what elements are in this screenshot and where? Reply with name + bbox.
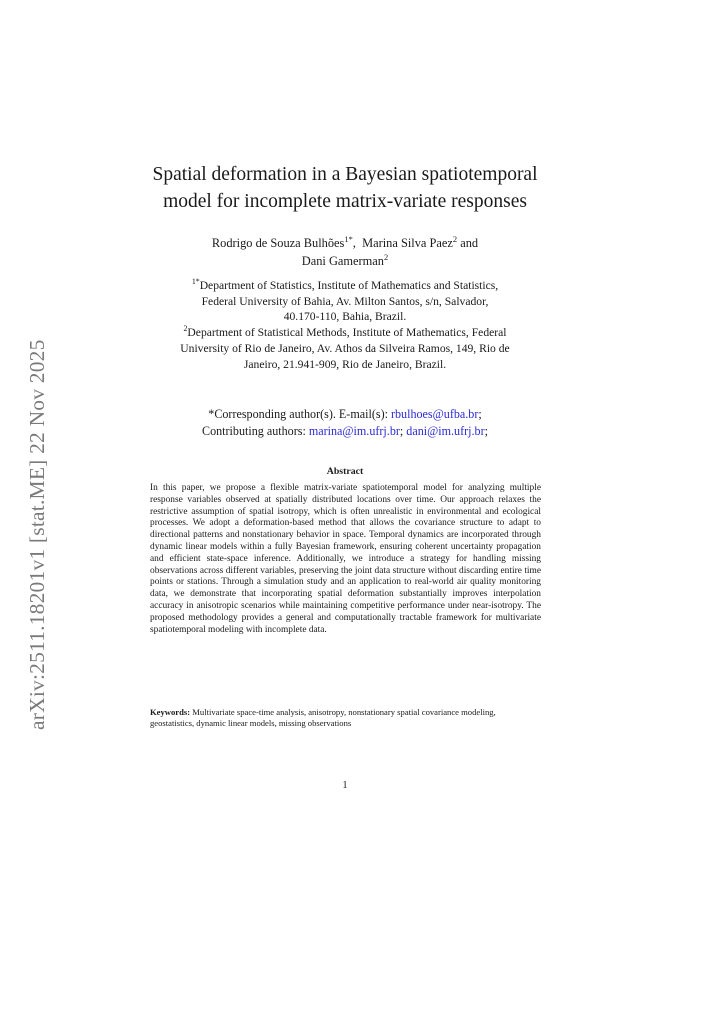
affiliation-line: 40.170-110, Bahia, Brazil. bbox=[283, 310, 407, 324]
author-mark: 1* bbox=[344, 233, 353, 244]
punctuation: ; bbox=[484, 423, 488, 438]
author-line-2 bbox=[0, 252, 690, 270]
contributing-label: Contributing authors: bbox=[202, 423, 309, 438]
affiliation-line: Janeiro, 21.941-909, Rio de Janeiro, Brazil. bbox=[243, 357, 447, 371]
affiliation-line bbox=[0, 325, 690, 341]
punctuation: ; bbox=[399, 423, 407, 438]
email-link[interactable]: dani@im.ufrj.br bbox=[406, 423, 485, 438]
keywords-label: Keywords: bbox=[150, 707, 191, 717]
corresponding-author-line bbox=[0, 406, 690, 423]
keywords-text: Multivariate space-time analysis, anisotropy, nonstationary spatial covariance modeling, geostatistics, dynamic linear models, missing observations bbox=[150, 707, 496, 728]
abstract-text: In this paper, we propose a flexible matrix-variate spatiotemporal model for analyzing multiple response variables observed at spatially distributed locations over time. Our approach relaxes the restrictive assumption of spatial isotropy, which is often unrealistic in environmental and ecological processes. We adopt a deformation-based method that allows the covariance structure to adapt to directional patterns and nonstationary behavior in space. Temporal dynamics are incorporated through dynamic linear models within a fully Bayesian framework, ensuring coherent uncertainty propagation and efficient state-space inference. Additionally, we introduce a strategy for handling missing observations across different variables, preserving the joint data structure without discarding entire time points or stations. Through a simulation study and an application to real-world air quality monitoring data, we demonstrate that incorporating spatial deformation substantially improves interpolation accuracy in anisotropic scenarios while maintaining competitive performance under near-isotropy. The proposed methodology provides a general and computationally tractable framework for multivariate spatiotemporal modeling with incomplete data. bbox=[150, 483, 541, 635]
abstract-heading: Abstract bbox=[326, 466, 364, 477]
author-mark: 2 bbox=[384, 251, 389, 262]
author-separator: , bbox=[352, 236, 363, 250]
title-line-2: model for incomplete matrix-variate responses bbox=[163, 191, 527, 212]
corresponding-label: *Corresponding author(s). E-mail(s): bbox=[208, 407, 391, 421]
affiliation-text: Department of Statistical Methods, Institute of Mathematics, Federal bbox=[187, 326, 507, 340]
author-conjunction: and bbox=[457, 236, 479, 250]
author-name: Dani Gamerman bbox=[301, 254, 384, 268]
author-name: Marina Silva Paez bbox=[362, 236, 453, 250]
email-link[interactable]: marina@im.ufrj.br bbox=[308, 423, 400, 438]
affiliation-block bbox=[0, 325, 690, 372]
punctuation: ; bbox=[478, 407, 482, 421]
author-line-1 bbox=[0, 234, 690, 252]
contributing-authors-line bbox=[0, 423, 690, 440]
email-link[interactable]: rbulhoes@ufba.br bbox=[390, 407, 479, 421]
author-mark: 2 bbox=[452, 233, 458, 244]
affiliation-text: Department of Statistics, Institute of Mathematics and Statistics, bbox=[199, 279, 499, 292]
title-line-1: Spatial deformation in a Bayesian spatiotemporal bbox=[152, 164, 538, 185]
contact-block bbox=[0, 406, 690, 439]
keywords bbox=[150, 707, 541, 729]
author-list bbox=[0, 234, 690, 270]
affiliation-mark: 2 bbox=[183, 324, 188, 334]
affiliation-line bbox=[0, 278, 690, 294]
affiliation-block bbox=[0, 278, 690, 325]
paper-title bbox=[0, 161, 690, 215]
affiliation-line: Federal University of Bahia, Av. Milton Santos, s/n, Salvador, bbox=[201, 294, 489, 308]
arxiv-identifier: arXiv:2511.18201v1 [stat.ME] 22 Nov 2025 bbox=[25, 339, 49, 730]
author-name: Rodrigo de Souza Bulhões bbox=[211, 236, 345, 250]
affiliations bbox=[0, 278, 690, 372]
affiliation-line: University of Rio de Janeiro, Av. Athos da Silveira Ramos, 149, Rio de bbox=[180, 341, 510, 355]
page-number: 1 bbox=[342, 780, 348, 791]
affiliation-mark: 1* bbox=[191, 277, 200, 287]
